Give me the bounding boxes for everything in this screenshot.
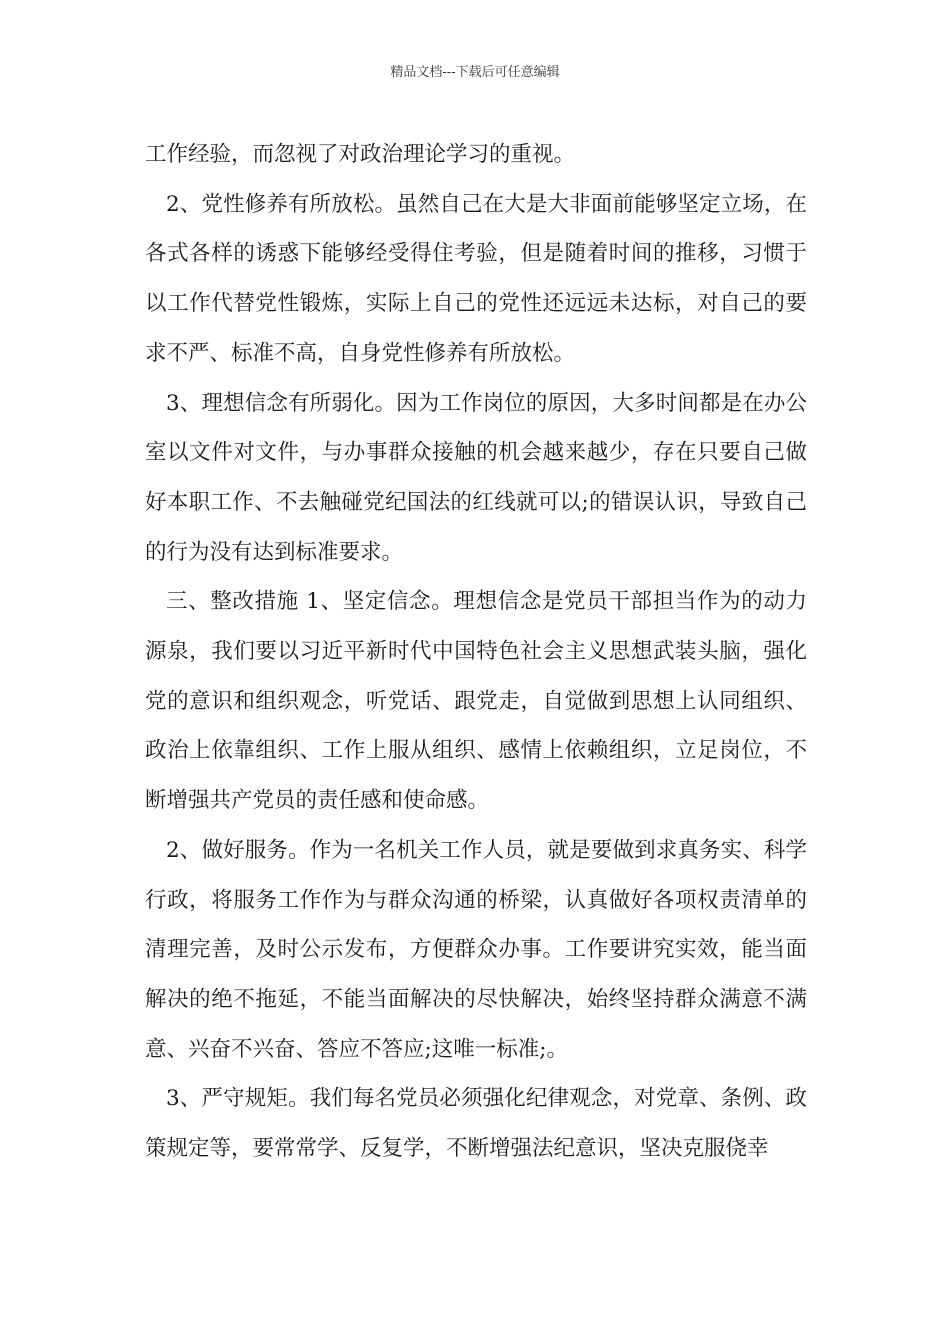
paragraph-ideals-belief: 3、理想信念有所弱化。因为工作岗位的原因，大多时间都是在办公室以文件对文件，与办事群众接触的机会越来越少，存在只要自己做好本职工作、不去触碰党纪国法的红线就可以;的错误认识，导致自己的行为没有达到标准要求。 <box>145 390 807 565</box>
page-header: 精品文档---下载后可任意编辑 <box>390 65 560 80</box>
document-body <box>145 130 807 1174</box>
paragraph-continuation: 工作经验，而忽视了对政治理论学习的重视。 <box>145 142 576 167</box>
paragraph-observe-rules: 3、严守规矩。我们每名党员必须强化纪律观念，对党章、条例、政策规定等，要常常学、反复学，不断增强法纪意识，坚决克服侥幸 <box>145 1086 807 1162</box>
paragraph-rectification-measures: 三、整改措施 1、坚定信念。理想信念是党员干部担当作为的动力源泉，我们要以习近平新时代中国特色社会主义思想武装头脑，强化党的意识和组织观念，听党话、跟党走，自觉做到思想上认同组织、政治上依靠组织、工作上服从组织、感情上依赖组织，立足岗位，不断增强共产党员的责任感和使命感。 <box>145 589 807 814</box>
paragraph-good-service: 2、做好服务。作为一名机关工作人员，就是要做到求真务实、科学行政，将服务工作作为与群众沟通的桥梁，认真做好各项权责清单的清理完善，及时公示发布，方便群众办事。工作要讲究实效，能当面解决的绝不拖延，不能当面解决的尽快解决，始终坚持群众满意不满意、兴奋不兴奋、答应不答应;这唯一标准;。 <box>145 837 807 1062</box>
paragraph-party-spirit: 2、党性修养有所放松。虽然自己在大是大非面前能够坚定立场，在各式各样的诱惑下能够经受得住考验，但是随着时间的推移，习惯于以工作代替党性锻炼，实际上自己的党性还远远未达标，对自己的要求不严、标准不高，自身党性修养有所放松。 <box>145 191 807 366</box>
